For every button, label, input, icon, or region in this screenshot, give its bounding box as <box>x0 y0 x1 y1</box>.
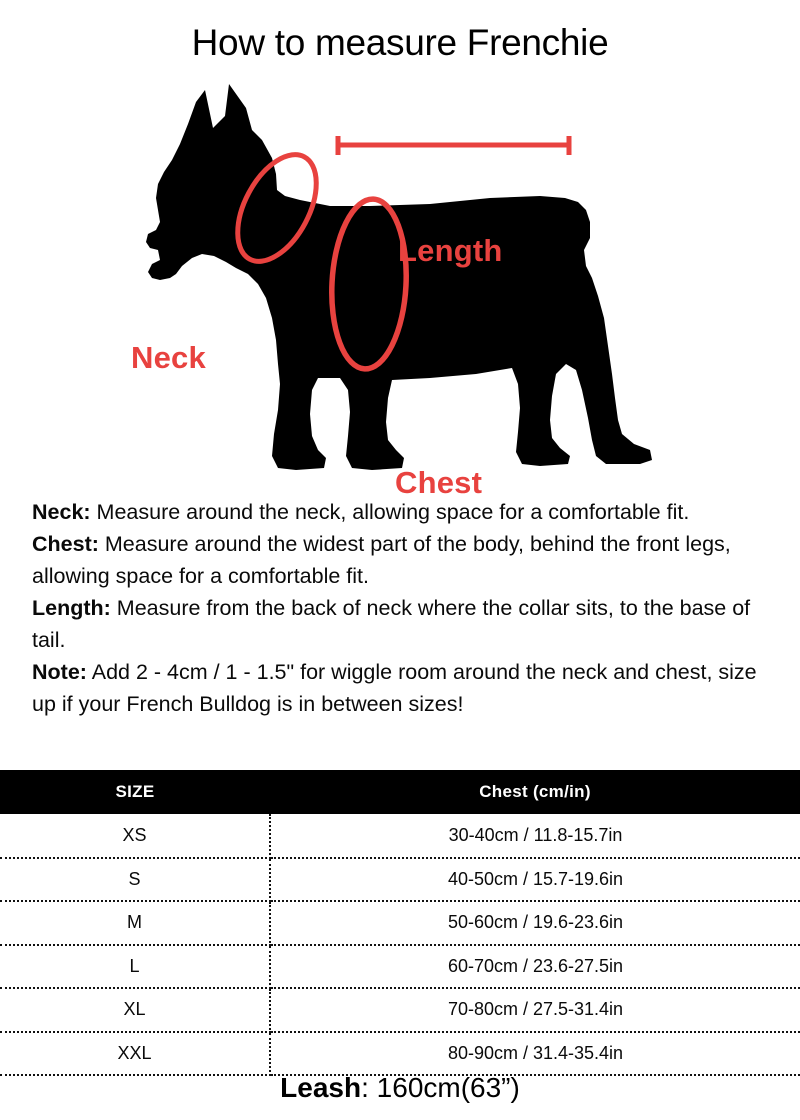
instruction-neck-label: Neck: <box>32 500 91 524</box>
size-table <box>0 770 800 1076</box>
instruction-note-text: Add 2 - 4cm / 1 - 1.5" for wiggle room around the neck and chest, size up if your French Bulldog is in between sizes! <box>32 660 757 716</box>
instruction-neck-text: Measure around the neck, allowing space for a comfortable fit. <box>90 500 690 524</box>
instruction-length-label: Length: <box>32 596 111 620</box>
cell-size: XXL <box>0 1032 270 1076</box>
dog-silhouette-icon <box>146 84 652 470</box>
cell-size: L <box>0 945 270 989</box>
instruction-note <box>32 656 772 720</box>
table-row <box>0 901 800 945</box>
measurement-illustration <box>0 78 800 500</box>
page-title: How to measure Frenchie <box>191 22 609 63</box>
instruction-length <box>32 592 772 656</box>
length-label: Length <box>398 233 503 268</box>
leash-label: Leash <box>280 1072 362 1103</box>
cell-chest: 50-60cm / 19.6-23.6in <box>270 901 800 945</box>
instruction-chest <box>32 528 772 592</box>
leash-footer <box>0 1072 800 1104</box>
instruction-length-text: Measure from the back of neck where the collar sits, to the base of tail. <box>32 596 751 652</box>
column-header-chest: Chest (cm/in) <box>270 770 800 814</box>
cell-size: XS <box>0 814 270 858</box>
cell-size: XL <box>0 988 270 1032</box>
cell-size: M <box>0 901 270 945</box>
length-arrow-icon <box>337 136 570 155</box>
cell-chest: 40-50cm / 15.7-19.6in <box>270 858 800 902</box>
neck-label: Neck <box>131 340 206 375</box>
cell-chest: 60-70cm / 23.6-27.5in <box>270 945 800 989</box>
cell-chest: 70-80cm / 27.5-31.4in <box>270 988 800 1032</box>
size-table-wrapper <box>0 770 800 1076</box>
column-header-size: SIZE <box>0 770 270 814</box>
cell-size: S <box>0 858 270 902</box>
instruction-note-label: Note: <box>32 660 87 684</box>
table-row <box>0 858 800 902</box>
chest-label: Chest <box>395 465 483 500</box>
instruction-neck <box>32 496 772 528</box>
leash-value: : 160cm(63”) <box>361 1072 520 1103</box>
instruction-chest-label: Chest: <box>32 532 99 556</box>
table-row <box>0 988 800 1032</box>
cell-chest: 30-40cm / 11.8-15.7in <box>270 814 800 858</box>
cell-chest: 80-90cm / 31.4-35.4in <box>270 1032 800 1076</box>
table-row <box>0 945 800 989</box>
table-row <box>0 814 800 858</box>
instruction-chest-text: Measure around the widest part of the body, behind the front legs, allowing space for a comfortable fit. <box>32 532 731 588</box>
table-header-row <box>0 770 800 814</box>
instructions-block <box>32 496 772 720</box>
table-row <box>0 1032 800 1076</box>
